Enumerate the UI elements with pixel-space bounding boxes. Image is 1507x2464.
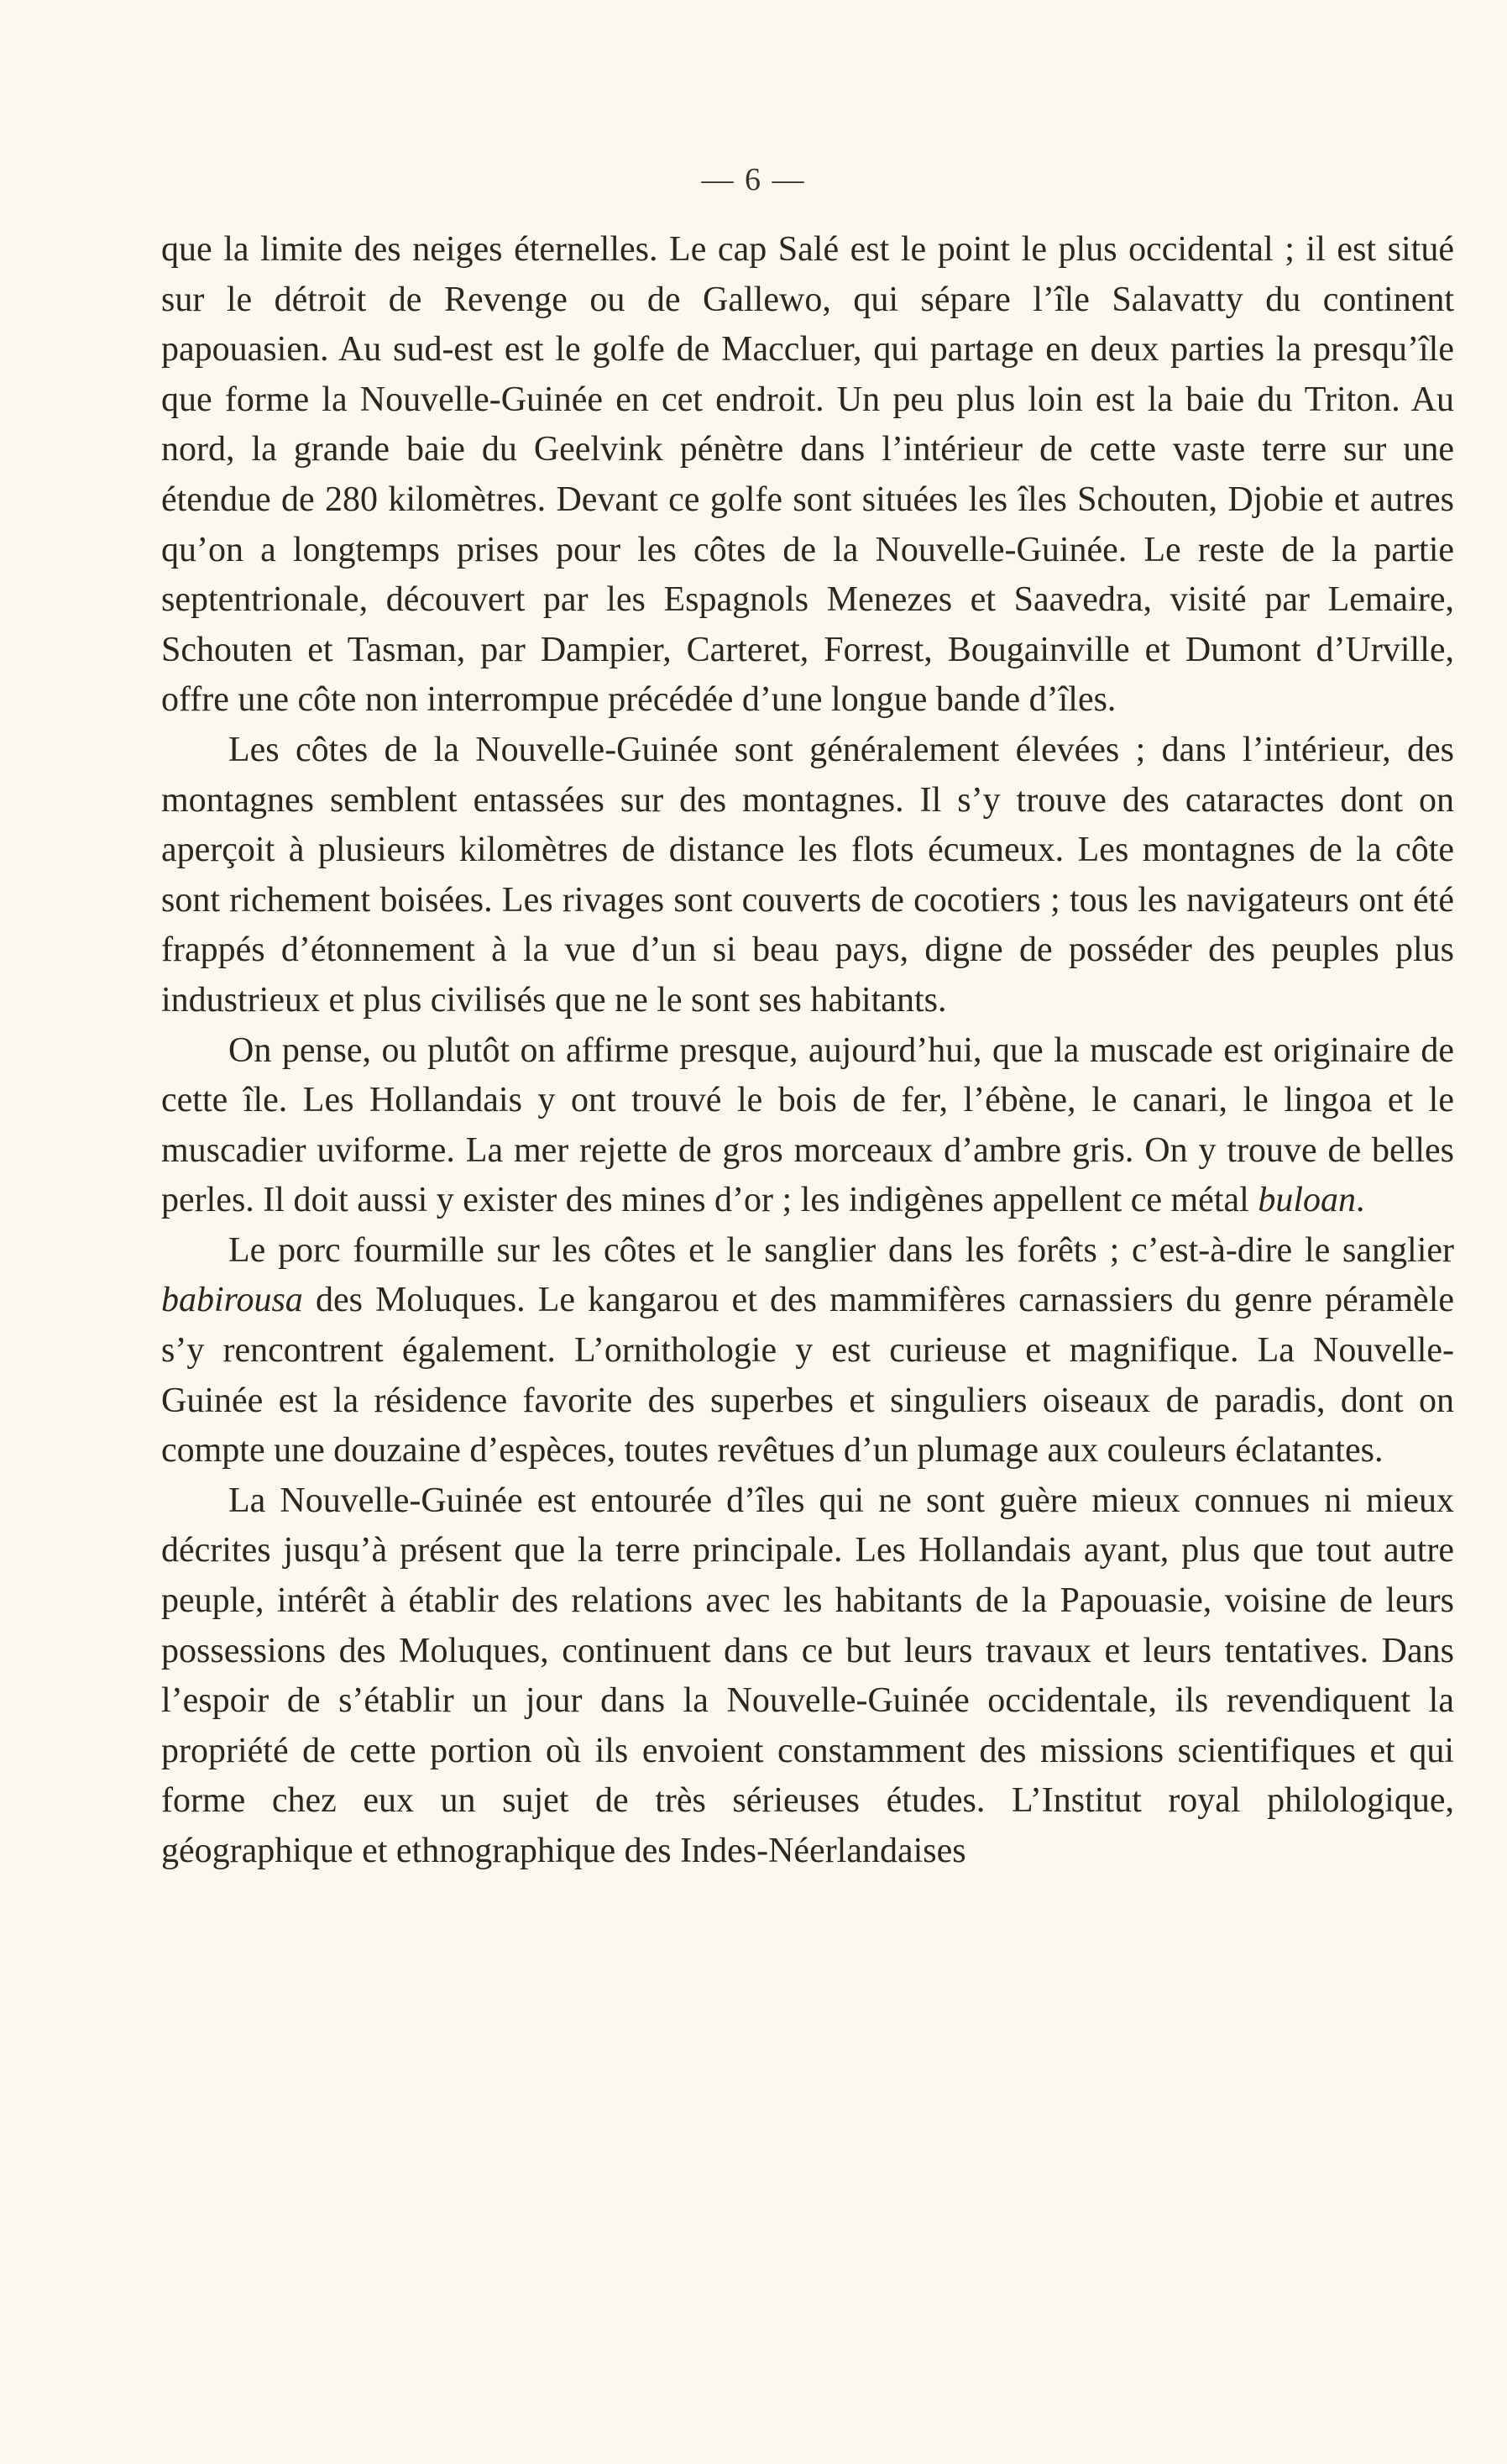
paragraph: On pense, ou plutôt on affirme presque, aujourd’hui, que la muscade est originaire de cette île. Les Hollandais y ont trouvé le bois de fer, l’ébène, le canari, le lingoa et le muscadier uviforme. La mer rejette de gros morceaux d’ambre gris. On y trouve de belles perles. Il doit aussi y exister des mines d’or ; les indigènes appellent ce métal buloan. [161,1030,1454,1220]
italic-term: buloan [1258,1181,1356,1220]
paragraph: La Nouvelle-Guinée est entourée d’îles qui ne sont guère mieux connues ni mieux décrites jusqu’à présent que la terre principale. Les Hollandais ayant, plus que tout autre peuple, intérêt à établir des relations avec les habitants de la Papouasie, voisine de leurs possessions des Moluques, continuent dans ce but leurs travaux et leurs tentatives. Dans l’espoir de s’établir un jour dans la Nouvelle-Guinée occidentale, ils revendiquent la propriété de cette portion où ils envoient constamment des missions scientifiques et qui forme chez eux un sujet de très sérieuses études. L’Institut royal philologique, géographique et ethnographique des Indes-Néerlandaises [161,1481,1454,1870]
paragraph: Les côtes de la Nouvelle-Guinée sont généralement élevées ; dans l’intérieur, des montagnes semblent entassées sur des montagnes. Il s’y trouve des cataractes dont on aperçoit à plusieurs kilomètres de distance les flots écumeux. Les montagnes de la côte sont richement boisées. Les rivages sont couverts de cocotiers ; tous les navigateurs ont été frappés d’étonnement à la vue d’un si beau pays, digne de posséder des peuples plus industrieux et plus civilisés que ne le sont ses habitants. [161,730,1454,1020]
page-number: — 6 — [701,162,806,197]
italic-term: babirousa [161,1281,303,1320]
paragraph: Le porc fourmille sur les côtes et le sanglier dans les forêts ; c’est-à-dire le sanglier babirousa des Moluques. Le kangarou et des mammifères carnassiers du genre péramèle s’y rencontrent également. L’ornithologie y est curieuse et magnifique. La Nouvelle-Guinée est la résidence favorite des superbes et singuliers oiseaux de paradis, dont on compte une douzaine d’espèces, toutes revêtues d’un plumage aux couleurs éclatantes. [161,1230,1454,1471]
body-text [161,225,1454,1877]
paragraph: que la limite des neiges éternelles. Le cap Salé est le point le plus occidental ; il est situé sur le détroit de Revenge ou de Gallewo, qui sépare l’île Salavatty du continent papouasien. Au sud-est est le golfe de Maccluer, qui partage en deux parties la presqu’île que forme la Nouvelle-Guinée en cet endroit. Un peu plus loin est la baie du Triton. Au nord, la grande baie du Geelvink pénètre dans l’intérieur de cette vaste terre sur une étendue de 280 kilomètres. Devant ce golfe sont situées les îles Schouten, Djobie et autres qu’on a longtemps prises pour les côtes de la Nouvelle-Guinée. Le reste de la partie septentrionale, découvert par les Espagnols Menezes et Saavedra, visité par Lemaire, Schouten et Tasman, par Dampier, Carteret, Forrest, Bougainville et Dumont d’Urville, offre une côte non interrompue précédée d’une longue bande d’îles. [161,230,1454,720]
